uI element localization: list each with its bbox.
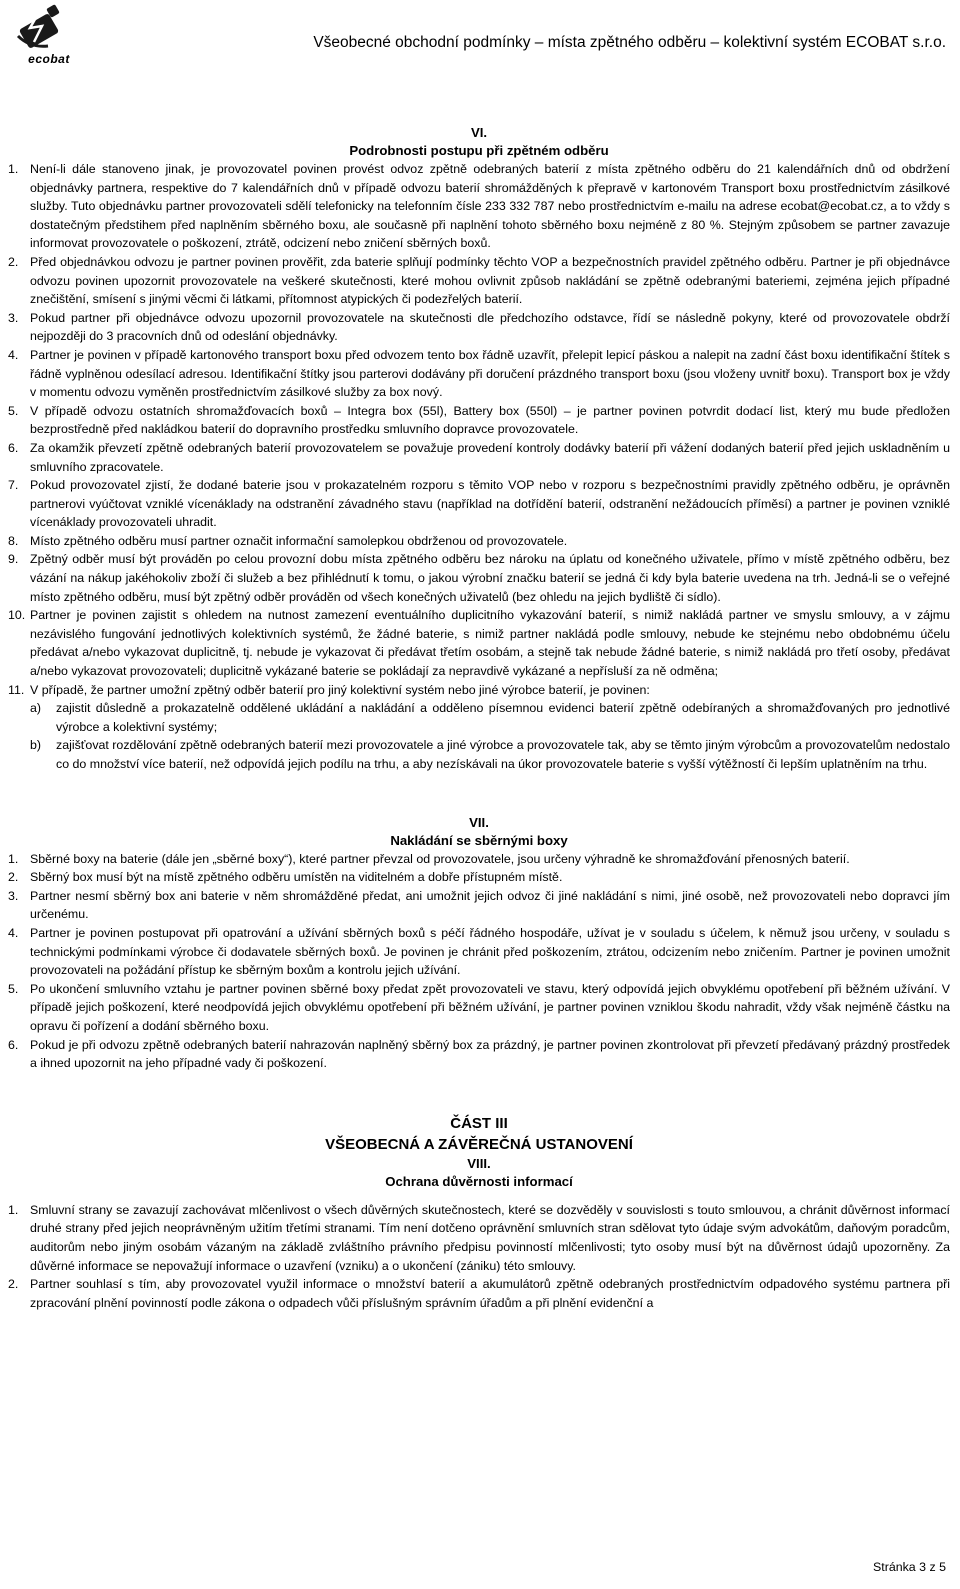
item-text: Pokud je při odvozu zpětně odebraných baterií nahrazován naplněný sběrný box za prázdný, je partner povinen zkontrolovat při převzetí předávaný prázdný prostředek a ihned upozornit na jeho případné vady či poškození. bbox=[30, 1037, 950, 1071]
section-6-heading: Podrobnosti postupu při zpětném odběru bbox=[349, 143, 609, 158]
item-text: V případě, že partner umožní zpětný odběr baterií pro jiný kolektivní systém nebo jiné výrobce baterií, je povinen: bbox=[30, 682, 650, 697]
item-number: 4. bbox=[8, 347, 19, 362]
item-text: Partner nesmí sběrný box ani baterie v něm shromážděné předat, ani umožnit jejich odvoz či jiné nakládání s nimi, jiné osobě, než provozovateli nebo dopravci jím určenému. bbox=[30, 888, 950, 922]
item-text: Partner je povinen zajistit s ohledem na nutnost zamezení eventuálního duplicitního vykazování baterií, s nimiž nakládá partner ve smyslu smlouvy, a v zájmu nezávislého fungování jednotlivých kolektivních systémů, že žádné baterie, s nimiž partner nakládá podle smlouvy, nebude ke stejnému nebo obdobnému účelu předávat a/nebo vykazovat duplicitně, tj. nebude je vykazovat či předávat třetím osobám, a stejně tak nebude žádné baterie, s nimiž nakládá pro třetí osoby, předávat a/nebo vykazovat provozovateli; duplicitně vykázané baterie se pokládají za nepravdivě vykázané a nepřísluší za ně odměna; bbox=[30, 608, 950, 679]
section-8-item bbox=[8, 1275, 950, 1312]
item-number: 5. bbox=[8, 403, 19, 418]
item-text: Pokud partner při objednávce odvozu upozornil provozovatele na skutečnosti dle předchozího odstavce, řídí se následně pokyny, které od provozovatele obdrží nejpozději do 3 pracovních dnů od odeslání objednávky. bbox=[30, 310, 950, 344]
section-7-numeral: VII. bbox=[469, 814, 489, 830]
item-text: Zpětný odběr musí být prováděn po celou provozní dobu místa zpětného odběru bez nároku na úplatu od konečného uživatele, přímo v místě zpětného odběru, bez vázání na nákup jakéhokoliv zboží či služeb a bez přihlédnutí k tomu, o jakou výrobní značku baterií se jedná či kdy byla baterie uvedena na trh. Jedná-li se o veřejné místo zpětného odběru, musí být zpětný odběr prováděn od všech konečných uživatelů (bez ohledu na jejich bydliště či sídlo). bbox=[30, 552, 950, 604]
item-text: Místo zpětného odběru musí partner označit informační samolepkou obdrženou od provozovatele. bbox=[30, 533, 568, 548]
item-number: 3. bbox=[8, 310, 19, 325]
item-number: 2. bbox=[8, 870, 19, 885]
section-6-item bbox=[8, 309, 950, 346]
section-8-numeral: VIII. bbox=[467, 1155, 491, 1171]
logo-text: ecobat bbox=[28, 52, 70, 66]
item-number: 10. bbox=[8, 608, 26, 623]
subitem-letter: b) bbox=[30, 738, 42, 753]
item-text: Partner je povinen v případě kartonového transport boxu před odvozem tento box řádně uzavřít, přelepit lepicí páskou a nalepit na zadní část boxu identifikační štítek s řádně vyplněnou odesílací adresou. Identifikační štítky jsou parterovi dodávány při doručení prázdného transport boxu (jsou vloženy uvnitř boxu). Transport box je vždy v momentu odvozu vyměněn prostřednictvím zásilkové služby za box nový. bbox=[30, 347, 950, 400]
item-text: Sběrné boxy na baterie (dále jen „sběrné boxy“), které partner převzal od provozovatele, jsou určeny výhradně ke shromažďování přenosných baterií. bbox=[30, 851, 850, 866]
section-7-item bbox=[8, 1036, 950, 1073]
item-number: 1. bbox=[8, 162, 19, 176]
section-7-item bbox=[8, 850, 950, 869]
item-text: Smluvní strany se zavazují zachovávat mlčenlivost o všech důvěrných skutečnostech, které se dozvěděly v souvislosti s touto smlouvou, a chránit důvěrnost informací druhé strany před jejich neoprávněným užitím třetími stranami. Tím není dotčeno oprávnění smluvních stran sdělovat tyto údaje svým advokátům, daňovým poradcům, auditorům nebo jiným osobám vázaným na základě zvláštního právního předpisu povinností mlčenlivosti; tyto osoby musí být na důvěrnost údajů upozorněny. Za důvěrné informace se nepovažují informace o uzavření (vzniku) a o ukončení (zániku) této smlouvy. bbox=[30, 1202, 950, 1273]
item-number: 7. bbox=[8, 478, 19, 493]
page-header bbox=[0, 0, 960, 70]
item-text: V případě odvozu ostatních shromažďovacích boxů – Integra box (55l), Battery box (550l) – je partner povinen potvrdit dodací list, který mu bude předložen bezprostředně před nakládkou baterií do dopravního prostředku smluvního dopravce provozovatele. bbox=[30, 403, 950, 437]
item-number: 11. bbox=[8, 682, 25, 697]
section-6-subitem bbox=[8, 736, 950, 773]
subitem-letter: a) bbox=[30, 701, 42, 716]
document-body bbox=[8, 124, 950, 1312]
item-number: 8. bbox=[8, 533, 19, 548]
item-number: 2. bbox=[8, 1277, 19, 1292]
ecobat-logo bbox=[8, 4, 74, 66]
section-6-item bbox=[8, 160, 950, 253]
section-7-item bbox=[8, 887, 950, 924]
item-text: Sběrný box musí být na místě zpětného odběru umístěn na viditelném a dobře přístupném místě. bbox=[30, 870, 563, 885]
section-6-item bbox=[8, 550, 950, 606]
item-text: Partner souhlasí s tím, aby provozovatel využil informace o množství baterií a akumulátorů zpětně odebraných prostřednictvím odpadového systému partnera při zpracování plnění povinností podle zákona o odpadech vůči příslušným správním úřadům a při plnění evidenční a bbox=[30, 1277, 950, 1310]
subitem-text: zajistit důsledně a prokazatelně oddělené ukládání a nakládání a odděleno písemnou evidenci baterií zpětně odebíraných a shromažďovaných pro jednotlivé výrobce a kolektivní systémy; bbox=[56, 701, 950, 734]
item-text: Není-li dále stanoveno jinak, je provozovatel povinen provést odvoz zpětně odebraných baterií z místa zpětného odběru do 21 kalendářních dnů od obdržení objednávky partnera, respektive do 7 kalendářních dnů v případě odvozu baterií shromážděných k přepravě v kartonovém Transport boxu prostřednictvím zásilkové služby. Tuto objednávku partner provozovateli sdělí telefonicky na telefonním čísle 233 332 787 nebo prostřednictvím e-mailu na adrese ecobat@ecobat.cz, a to vždy s dostatečným předstihem před naplněním sběrného boxu, ale současně při naplnění tohoto sběrného boxu nejméně z 80 %. Stejným způsobem se partner zavazuje informovat provozovatele o poškození, ztrátě, odcizení nebo zničení sběrných boxů. bbox=[30, 162, 950, 251]
section-6-subitem bbox=[8, 699, 950, 736]
section-7-item bbox=[8, 868, 950, 887]
section-8-heading: Ochrana důvěrnosti informací bbox=[385, 1173, 573, 1189]
item-number: 1. bbox=[8, 1202, 19, 1217]
header-title: Všeobecné obchodní podmínky – místa zpětného odběru – kolektivní systém ECOBAT s.r.o. bbox=[313, 34, 946, 51]
item-number: 4. bbox=[8, 925, 19, 940]
item-number: 2. bbox=[8, 254, 19, 269]
section-6-item bbox=[8, 346, 950, 402]
part-3-title: ČÁST III bbox=[450, 1114, 508, 1132]
item-text: Před objednávkou odvozu je partner povinen prověřit, zda baterie splňují podmínky těchto VOP a bezpečnostních pravidel zpětného odběru. Partner je při objednávce odvozu povinen upozornit provozovatele na veškeré skutečnosti, které mohou ovlivnit způsob nakládání se zpětně odebranými bateriemi, zejména jejich případné znečištění, smísení s jinými věcmi či látkami, přítomnost atypických či podezřelých baterií. bbox=[30, 254, 950, 307]
section-7-heading: Nakládání se sběrnými boxy bbox=[390, 832, 568, 848]
part-3-subtitle: VŠEOBECNÁ A ZÁVĚREČNÁ USTANOVENÍ bbox=[325, 1135, 633, 1153]
section-7-item bbox=[8, 980, 950, 1036]
item-number: 5. bbox=[8, 981, 19, 996]
section-7-item bbox=[8, 924, 950, 980]
section-8-item bbox=[8, 1201, 950, 1275]
item-text: Po ukončení smluvního vztahu je partner povinen sběrné boxy předat zpět provozovateli ve stavu, který odpovídá jejich obvyklému opotřebení při běžném užívání. V případě jejich poškození, které neodpovídá jejich obvyklému opotřebení při běžném užívání, je partner povinen vzniklou škodu nahradit, vždy však nejméně částku na opravu či pořízení a dodání sběrného boxu. bbox=[30, 981, 950, 1033]
section-6-item bbox=[8, 606, 950, 680]
item-number: 3. bbox=[8, 888, 19, 903]
page-number: Stránka 3 z 5 bbox=[872, 1560, 946, 1574]
item-text: Partner je povinen postupovat při opatrování a užívání sběrných boxů s péčí řádného hospodáře, užívat je v souladu s účelem, k němuž jsou určeny, v souladu s technickými podmínkami výrobce či dodavatele sběrných boxů. Je povinen je chránit před poškozením, ztrátou, odcizením nebo zničením. Partner je povinen umožnit provozovateli na požádání přístup ke sběrným boxům a kontrolu jejich užívání. bbox=[30, 925, 950, 978]
item-text: Za okamžik převzetí zpětně odebraných baterií provozovatelem se považuje provedení kontroly dodávky baterií při vážení dodaných baterií před jejich uskladněním u smluvního zpracovatele. bbox=[30, 440, 950, 474]
section-6-item bbox=[8, 402, 950, 439]
item-number: 1. bbox=[8, 851, 19, 866]
section-6-item bbox=[8, 681, 950, 700]
item-number: 6. bbox=[8, 1037, 19, 1052]
section-6-item bbox=[8, 532, 950, 551]
section-6-item bbox=[8, 253, 950, 309]
item-number: 6. bbox=[8, 440, 19, 455]
section-6-numeral: VI. bbox=[470, 125, 488, 140]
section-6-item bbox=[8, 476, 950, 532]
item-text: Pokud provozovatel zjistí, že dodané baterie jsou v prokazatelném rozporu s těmito VOP nebo v rozporu s bezpečnostními pravidly zpětného odběru, je oprávněn partnerovi vyúčtovat vzniklé vícenáklady na odstranění závadného stavu (například na dotřídění baterií, odstranění nežádoucích příměsí) a partner je povinen vzniklé vícenáklady provozovateli uhradit. bbox=[30, 478, 950, 530]
subitem-text: zajišťovat rozdělování zpětně odebraných baterií mezi provozovatele a jiné výrobce a provozovatele tak, aby se těmto jiným výrobcům a provozovatelům nedostalo co do množství více baterií, než odpovídá jejich podílu na trhu, a aby nezískávali na úkor provozovatele baterie s vyšší výtěžností či lepším uplatněním na trhu. bbox=[56, 738, 950, 771]
item-number: 9. bbox=[8, 552, 19, 567]
section-6-item bbox=[8, 439, 950, 476]
